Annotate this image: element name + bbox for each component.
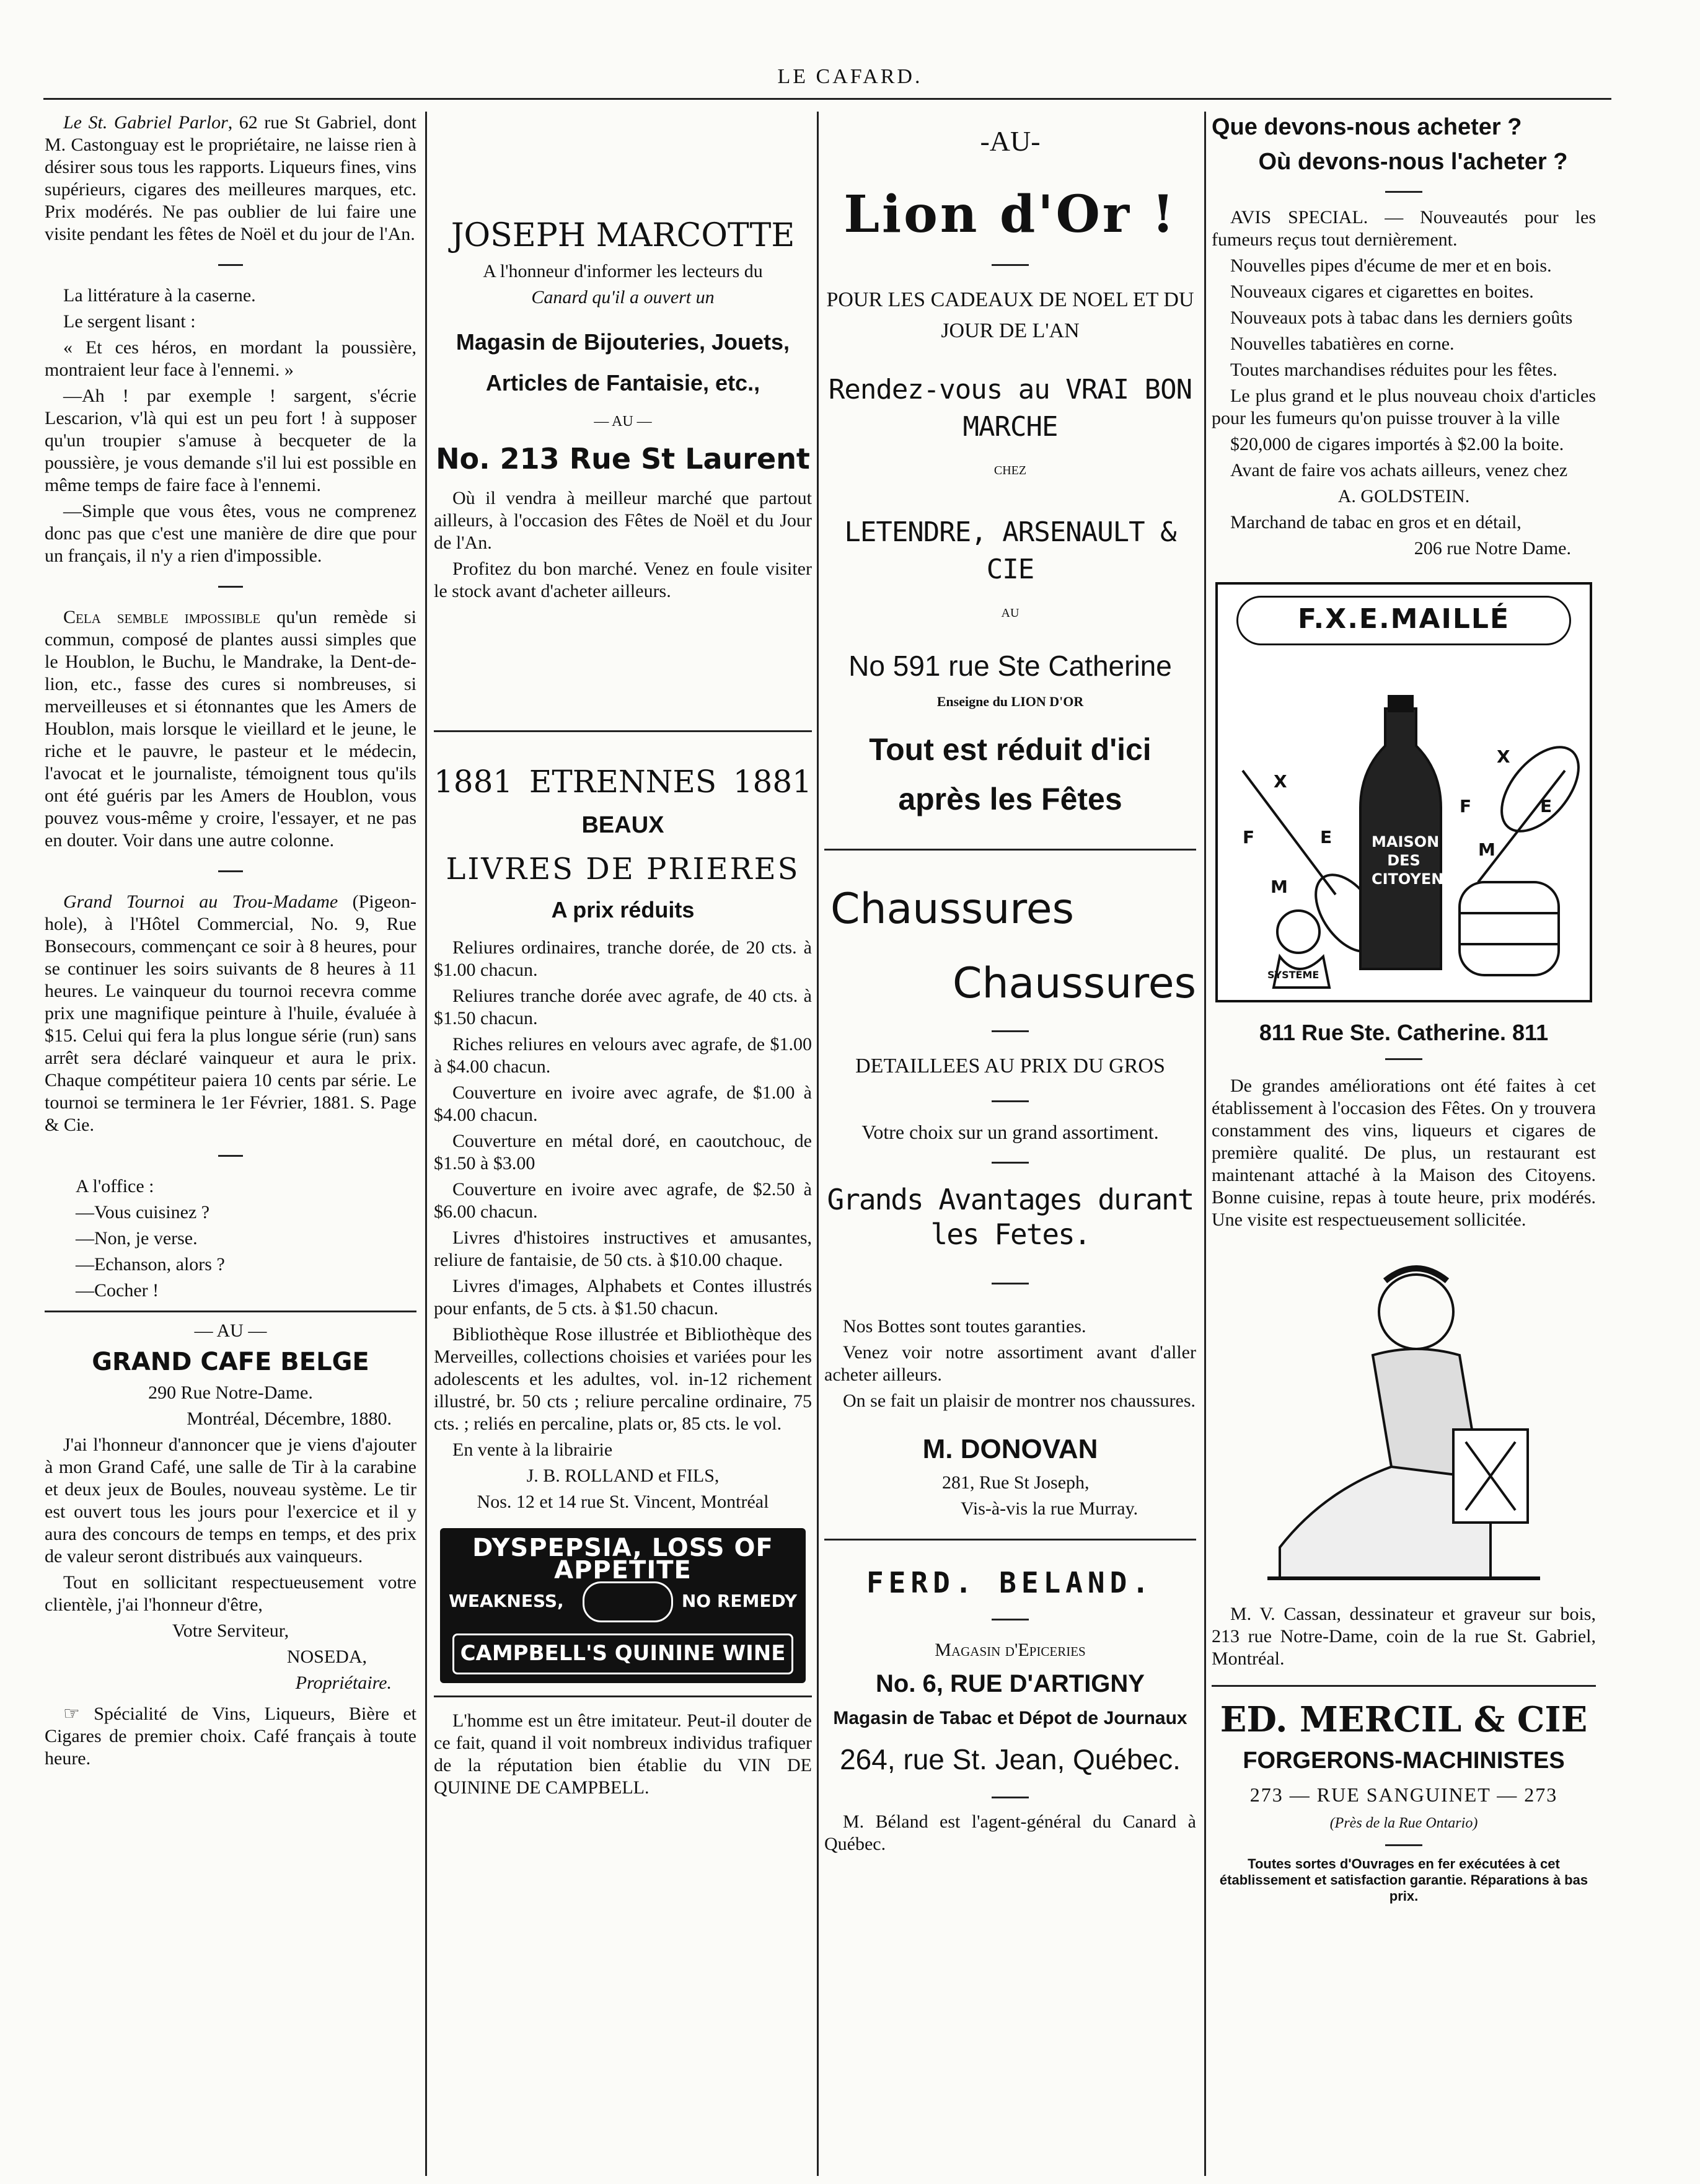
maille-letter: M: [1271, 877, 1288, 897]
lion-chez: CHEZ: [993, 464, 1027, 477]
column-2: [434, 112, 812, 2157]
goldstein-text: Marchand de tabac en gros et en détail,: [1230, 512, 1522, 533]
goldstein-item: Nouveaux cigares et cigarettes en boites.: [1230, 281, 1534, 302]
beland-address: No. 6, RUE D'ARTIGNY: [876, 1670, 1145, 1697]
goldstein-name: A. GOLDSTEIN.: [1337, 486, 1470, 506]
marcotte-text: A l'honneur d'informer les lecteurs du: [483, 261, 763, 281]
etrennes-list: [434, 937, 812, 1435]
campbell-text: L'homme est un être imitateur. Peut-il douter de ce fait, quand il voit nombreux individus trafiquer de la réputation bien établie du VIN DE QUININE DE CAMPBELL.: [434, 1710, 812, 1798]
houblon-text: qu'un remède si commun, composé de plantes aussi simples que le Houblon, le Buchu, le Mandrake, la Dent-de-lion, etc., fasse des cures si nombreuses, si merveilleuses et si étonnantes que les Amers de Houblon, mais lorsque le vieillard et le jeune, le riche et le pauvre, le pasteur et le médecin, l'avocat et le journaliste, témoignent tous qu'ils ont été guéris par les Amers de Houblon, vous pouvez vous-même y croire, l'essayer, et ne pas en douter. Voir dans une autre colonne.: [45, 607, 416, 851]
cafe-title: GRAND CAFE BELGE: [92, 1348, 369, 1376]
office-line: —Vous cuisinez ?: [76, 1202, 210, 1222]
mercil-ouvrages: Toutes sortes d'Ouvrages en fer exécutées à cet établissement et satisfaction garantie. Réparations à bas prix.: [1219, 1856, 1588, 1904]
column-divider: [425, 112, 427, 2176]
cafe-signature: NOSEDA,: [286, 1647, 367, 1667]
lion-rendez: Rendez-vous au VRAI BON MARCHE: [828, 374, 1192, 443]
lion-au: -AU-: [980, 125, 1041, 157]
maille-letter: X: [1274, 771, 1287, 792]
donovan-address: Vis-à-vis la rue Murray.: [961, 1498, 1138, 1519]
goldstein-list: [1212, 255, 1596, 482]
office-line: —Cocher !: [76, 1280, 159, 1301]
cafe-au: — AU —: [194, 1320, 267, 1341]
separator: [824, 849, 1196, 851]
parlor-text: , 62 rue St Gabriel, dont M. Castonguay est le propriétaire, ne laisse rien à désirer sous tous les rapports. Liqueurs fines, vins supérieurs, cigares des meilleures marques, etc. Prix modérés. Ne pas oublier de lui faire une visite pendant les fêtes de Noël et du jour de l'An.: [45, 112, 416, 244]
cafe-signature: Propriétaire.: [295, 1673, 392, 1693]
cafe-signature: Votre Serviteur,: [172, 1620, 289, 1641]
separator: [1212, 1685, 1596, 1687]
parlor-notice: [45, 112, 416, 245]
separator: [824, 1539, 1196, 1541]
marcotte-address: No. 213 Rue St Laurent: [436, 442, 810, 475]
marcotte-name: JOSEPH MARCOTTE: [451, 217, 795, 254]
maille-letter: E: [1320, 827, 1332, 847]
campbell-line3: NO REMEDY: [681, 1591, 797, 1611]
separator: [218, 264, 243, 266]
separator: [1385, 1058, 1422, 1060]
separator: [218, 870, 243, 872]
separator: [434, 730, 812, 732]
campbell-line1: DYSPEPSIA, LOSS OF APPETITE: [472, 1534, 773, 1585]
chaussures-text: Venez voir notre assortiment avant d'aller acheter ailleurs.: [824, 1342, 1196, 1385]
figure-head: [1379, 1275, 1453, 1349]
separator: [992, 1619, 1029, 1620]
office-line: —Echanson, alors ?: [76, 1254, 225, 1275]
beland-tabac: Magasin de Tabac et Dépot de Journaux: [833, 1708, 1187, 1728]
separator: [992, 264, 1029, 266]
separator: [1385, 191, 1422, 193]
houblon-notice: [45, 606, 416, 852]
etrennes-item: Couverture en métal doré, en caoutchouc, de $1.50 à $3.00: [434, 1131, 812, 1174]
maille-bottle-text: MAISON DES CITOYENS: [1372, 833, 1455, 888]
bottle-icon: [583, 1581, 673, 1622]
maille-letter: X: [1497, 746, 1510, 767]
caserne-line: « Et ces héros, en mordant la poussière, montraient leur face à l'ennemi. »: [45, 337, 416, 380]
lion-address: No 591 rue Ste Catherine: [848, 650, 1172, 682]
goldstein-item: $20,000 de cigares importés à $2.00 la boite.: [1230, 434, 1564, 454]
separator: [1385, 1844, 1422, 1846]
beland-magasin: Magasin d'Epiceries: [935, 1640, 1086, 1660]
separator: [218, 1155, 243, 1157]
etrennes-address: Nos. 12 et 14 rue St. Vincent, Montréal: [477, 1492, 769, 1512]
houblon-lead: Cela semble impossible: [63, 607, 261, 627]
etrennes-livres: LIVRES DE PRIERES: [446, 852, 800, 886]
cafe-text: J'ai l'honneur d'annoncer que je viens d'ajouter à mon Grand Café, une salle de Tir à la carabine et deux jeux de Boules, nouveau système. Le tir est ouvert tous les jours pour l'exercice et il y aura des concours de temps en temps, et des prix de valeur seront distribués aux vainqueurs.: [45, 1435, 416, 1567]
goldstein-item: Nouveaux pots à tabac dans les derniers goûts: [1230, 307, 1573, 328]
maille-systeme: SYSTÈME: [1267, 969, 1319, 981]
etrennes-prix: A prix réduits: [551, 897, 695, 922]
tournoi-title: Grand Tournoi au Trou-Madame: [63, 891, 338, 912]
lion-reduit: Tout est réduit d'ici après les Fêtes: [869, 732, 1152, 816]
maille-letter: F: [1460, 796, 1472, 816]
chaussures-title: Chaussures: [952, 959, 1196, 1008]
etrennes-item: Bibliothèque Rose illustrée et Bibliothèque des Merveilles, collections choisies et variées pour les adolescents et les adultes, vol. in-12 richement illustré, br. 50 cts ; reliure percaline ordinaire, 75 cts. ; reliés en percaline, plats or, 85 cts. le vol.: [434, 1324, 812, 1434]
maille-engraving: [1215, 582, 1592, 1002]
etrennes-libraire: J. B. ROLLAND et FILS,: [526, 1466, 720, 1486]
chaussures-avantages: Grands Avantages durant les Fetes.: [827, 1183, 1194, 1251]
etrennes-year: 1881: [733, 764, 812, 800]
etrennes-item: Riches reliures en velours avec agrafe, de $1.00 à $4.00 chacun.: [434, 1034, 812, 1077]
marcotte-text: Canard qu'il a ouvert un: [531, 287, 715, 307]
cassan-engraving: [1230, 1256, 1577, 1591]
cafe-date: Montréal, Décembre, 1880.: [187, 1408, 392, 1429]
mercil-trade: FORGERONS-MACHINISTES: [1243, 1748, 1565, 1774]
etrennes-item: Livres d'images, Alphabets et Contes illustrés pour enfants, de 5 cts. à $1.50 chacun.: [434, 1276, 812, 1319]
separator: [992, 1283, 1029, 1284]
etrennes-item: Reliures ordinaires, tranche dorée, de 20 cts. à $1.00 chacun.: [434, 937, 812, 980]
office-line: —Non, je verse.: [76, 1228, 198, 1249]
goldstein-item: Nouvelles tabatières en corne.: [1230, 334, 1455, 354]
caserne-line: Le sergent lisant :: [63, 311, 196, 332]
maille-letter: M: [1478, 839, 1495, 860]
etrennes-vente: En vente à la librairie: [452, 1439, 613, 1460]
maille-letter: E: [1540, 796, 1552, 816]
marcotte-articles: Articles de Fantaisie, etc.,: [485, 370, 760, 396]
tournoi-text: (Pigeon-hole), à l'Hôtel Commercial, No. 9, Rue Bonsecours, commençant ce soir à 8 heures, pour se continuer les soirs suivants de 8 heures à 11 heures. Le vainqueur du tournoi recevra comme prix une magnifique peinture à l'huile, évaluée à $15. Celui qui fera la plus longue série (run) sans arrêt sera déclaré vainqueur et aura le prix. Chaque compétiteur paiera 10 cents par série. Le tournoi se terminera le 1er Février, 1881. S. Page & Cie.: [45, 891, 416, 1135]
lion-letendre: LETENDRE, ARSENAULT & CIE: [844, 516, 1176, 585]
lion-au2: AU: [1001, 606, 1020, 620]
marcotte-magasin: Magasin de Bijouteries, Jouets,: [456, 329, 790, 355]
goldstein-question: Où devons-nous l'acheter ?: [1258, 149, 1568, 175]
etrennes-item: Livres d'histoires instructives et amusantes, reliure de fantaisie, de 50 cts. à $10.00 chaque.: [434, 1227, 812, 1270]
goldstein-item: Toutes marchandises réduites pour les fêtes.: [1230, 360, 1557, 380]
etrennes-year: 1881: [434, 764, 513, 800]
marcotte-body: Profitez du bon marché. Venez en foule visiter le stock avant d'acheter ailleurs.: [434, 559, 812, 601]
caserne-line: —Simple que vous êtes, vous ne comprenez donc pas que c'est une manière de dire que pour un français, il n'y a rien d'impossible.: [45, 501, 416, 566]
mercil-near: (Près de la Rue Ontario): [1329, 1815, 1478, 1831]
mercil-name: ED. MERCIL & CIE: [1220, 1699, 1588, 1740]
separator: [992, 1030, 1029, 1032]
marcotte-body: Où il vendra à meilleur marché que partout ailleurs, à l'occasion des Fêtes de Noël et du Jour de l'An.: [434, 488, 812, 553]
etrennes-title: ETRENNES: [529, 764, 717, 800]
lion-cadeaux: POUR LES CADEAUX DE NOEL ET DU JOUR DE L'AN: [826, 288, 1194, 342]
office-line: A l'office :: [76, 1176, 154, 1196]
campbell-line4: CAMPBELL'S QUININE WINE: [452, 1634, 793, 1674]
etrennes-heading: [434, 763, 812, 800]
barrel-icon: [1460, 882, 1559, 975]
campbell-label: [440, 1528, 806, 1683]
column-divider: [1204, 112, 1206, 2176]
masthead: LE CAFARD.: [777, 65, 923, 88]
tournoi-notice: [45, 891, 416, 1136]
separator: [45, 1311, 416, 1312]
beland-agent: M. Béland est l'agent-général du Canard à Québec.: [824, 1811, 1196, 1854]
donovan-name: M. DONOVAN: [922, 1434, 1098, 1464]
chaussures-text: On se fait un plaisir de montrer nos chaussures.: [843, 1390, 1196, 1411]
cassan-text: M. V. Cassan, dessinateur et graveur sur bois, 213 rue Notre-Dame, coin de la rue St. Gabriel, Montréal.: [1212, 1604, 1596, 1669]
beland-name: FERD. BELAND.: [866, 1566, 1155, 1599]
chaussures-text: Nos Bottes sont toutes garanties.: [843, 1316, 1086, 1337]
campbell-line2: WEAKNESS,: [449, 1591, 564, 1611]
lion-title: Lion d'Or !: [843, 185, 1177, 244]
etrennes-beaux: BEAUX: [581, 812, 664, 838]
child-figure: [1277, 911, 1319, 953]
donovan-address: 281, Rue St Joseph,: [942, 1472, 1090, 1493]
maille-text: De grandes améliorations ont été faites à cet établissement à l'occasion des Fêtes. On y trouvera constamment des vins, liqueurs et cigares de première qualité. De plus, un restaurant est maintenant attaché à la Maison des Citoyens. Bonne cuisine, repas à toute heure, prix modérés. Une visite est respectueusement sollicitée.: [1212, 1076, 1596, 1230]
seated-figure-illustration: [1230, 1256, 1577, 1591]
etrennes-item: Couverture en ivoire avec agrafe, de $1.00 à $4.00 chacun.: [434, 1082, 812, 1125]
column-divider: [817, 112, 819, 2176]
goldstein-item: Avant de faire vos achats ailleurs, venez chez: [1230, 460, 1568, 480]
cafe-spec-text: Spécialité de Vins, Liqueurs, Bière et Cigares de premier choix. Café français à toute heure.: [45, 1704, 416, 1769]
etrennes-item: Couverture en ivoire avec agrafe, de $2.50 à $6.00 chacun.: [434, 1179, 812, 1222]
beland-st-jean: 264, rue St. Jean, Québec.: [840, 1743, 1181, 1775]
maille-letter: F: [1243, 827, 1255, 847]
goldstein-avis: AVIS SPECIAL. — Nouveautés pour les fumeurs reçus tout dernièrement.: [1212, 207, 1596, 250]
column-1: [45, 112, 416, 2157]
separator: [992, 1797, 1029, 1798]
chaussures-title: Chaussures: [830, 885, 1075, 934]
separator: [992, 1100, 1029, 1102]
column-3: [824, 112, 1196, 2157]
separator: [992, 1162, 1029, 1164]
pointing-hand-icon: ☞: [63, 1704, 94, 1724]
marcotte-au: — AU —: [594, 413, 652, 430]
separator: [218, 586, 243, 588]
mercil-address: 273 — RUE SANGUINET — 273: [1249, 1784, 1558, 1806]
etrennes-item: Reliures tranche dorée avec agrafe, de 40 cts. à $1.50 chacun.: [434, 986, 812, 1028]
header-rule: [43, 98, 1611, 100]
lion-enseigne: Enseigne du LION D'OR: [936, 694, 1084, 709]
cafe-address: 290 Rue Notre-Dame.: [148, 1382, 313, 1403]
maille-address: 811 Rue Ste. Catherine. 811: [1259, 1020, 1549, 1045]
goldstein-item: Nouvelles pipes d'écume de mer et en bois.: [1230, 255, 1552, 276]
chaussures-choix: Votre choix sur un grand assortiment.: [861, 1121, 1159, 1143]
caserne-title: La littérature à la caserne.: [63, 285, 256, 306]
column-4: [1212, 112, 1596, 2157]
maille-banner: F.X.E.MAILLÉ: [1236, 596, 1571, 645]
cafe-text: Tout en sollicitant respectueusement votre clientèle, j'ai l'honneur d'être,: [45, 1572, 416, 1615]
separator: [434, 1695, 812, 1697]
goldstein-question: Que devons-nous acheter ?: [1212, 114, 1522, 140]
caserne-line: —Ah ! par exemple ! sargent, s'écrie Lescarion, v'là qui est un peu fort ! à supposer qu'un troupier s'amuse à becqueter de la poussière, je vous demande s'il lui est possible en même temps de faire face à l'ennemi.: [45, 386, 416, 495]
goldstein-item: Le plus grand et le plus nouveau choix d'articles pour les fumeurs qu'on puisse trouver à la ville: [1212, 386, 1596, 428]
chaussures-detail: DETAILLEES AU PRIX DU GROS: [855, 1054, 1165, 1077]
cafe-speciality: [45, 1703, 416, 1770]
parlor-title: Le St. Gabriel Parlor: [63, 112, 228, 133]
goldstein-text: 206 rue Notre Dame.: [1414, 538, 1571, 559]
